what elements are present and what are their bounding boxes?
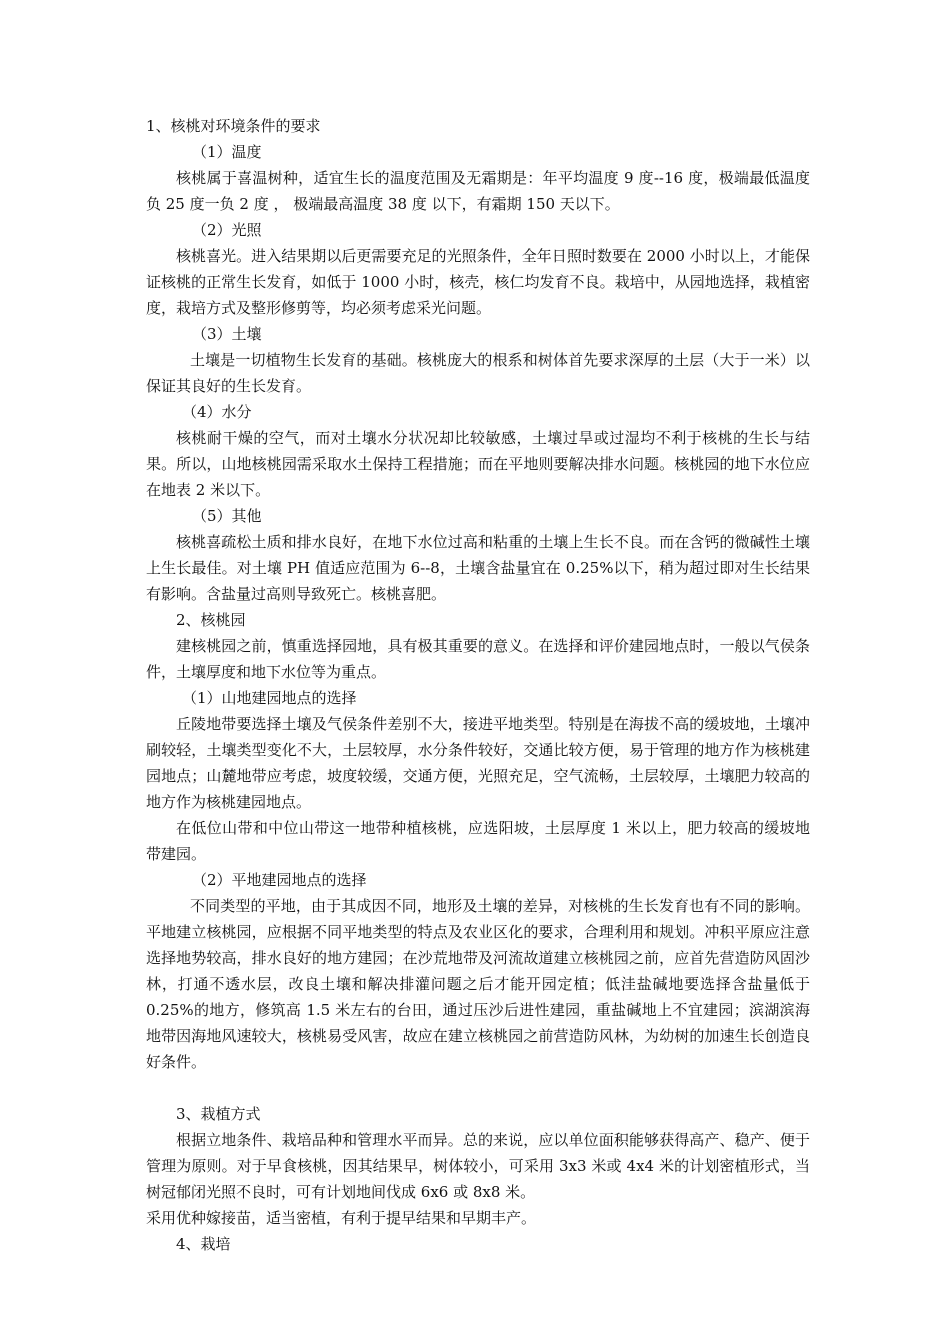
planting-paragraph-1: 根据立地条件、栽培品种和管理水平而异。总的来说，应以单位面积能够获得高产、稳产、便于管理为原则。对于早食核桃，因其结果早，树体较小，可采用 3x3 米或 4x4 米的计划密植形式，当树冠郁闭光照不良时，可有计划地间伐成 6x6 或 8x8 米。 [146,1131,810,1201]
other-paragraph: 核桃喜疏松土质和排水良好，在地下水位过高和粘重的土壤上生长不良。而在含钙的微碱性土壤上生长最佳。对土壤 PH 值适应范围为 6--8，土壤含盐量宜在 0.25%以下，稍为超过即对生长结果有影响。含盐量过高则导致死亡。核桃喜肥。 [146,533,810,603]
mountain-site-paragraph-1: 丘陵地带要选择土壤及气侯条件差别不大，接进平地类型。特别是在海拔不高的缓坡地，土壤冲刷较轻，土壤类型变化不大，土层较厚，水分条件较好，交通比较方便，易于管理的地方作为核桃建园地点；山麓地带应考虑，坡度较缓，交通方便，光照充足，空气流畅，土层较厚，土壤肥力较高的地方作为核桃建园地点。 [146,715,810,811]
section-1-title: 1、核桃对环境条件的要求 [146,117,321,135]
section-4-title: 4、栽培 [176,1235,231,1253]
section-2-title: 2、核桃园 [176,611,246,629]
mountain-site-paragraph-2: 在低位山带和中位山带这一地带种植核桃，应选阳坡，土层厚度 1 米以上，肥力较高的缓坡地带建园。 [146,819,810,863]
light-paragraph: 核桃喜光。进入结果期以后更需要充足的光照条件，全年日照时数要在 2000 小时以上，才能保证核桃的正常生长发育，如低于 1000 小时，核壳，核仁均发育不良。栽培中，从园地选择，栽植密度，栽培方式及整形修剪等，均必须考虑采光问题。 [146,247,810,317]
subsection-water-title: （4）水分 [182,403,252,421]
temperature-paragraph: 核桃属于喜温树种，适宜生长的温度范围及无霜期是：年平均温度 9 度--16 度，极端最低温度负 25 度一负 2 度 ， 极端最高温度 38 度 以下，有霜期 150 天以下。 [146,169,810,213]
plain-site-paragraph: 不同类型的平地，由于其成因不同，地形及土壤的差异，对核桃的生长发育也有不同的影响。平地建立核桃园，应根据不同平地类型的特点及农业区化的要求，合理利用和规划。冲积平原应注意选择地势较高，排水良好的地方建园；在沙荒地带及河流故道建立核桃园之前，应首先营造防风固沙林，打通不透水层，改良土壤和解决排灌问题之后才能开园定植；低洼盐碱地要选择含盐量低于 0.25%的地方，修筑高 1.5 米左右的台田，通过压沙后进性建园，重盐碱地上不宜建园；滨湖滨海地带因海地风速较大，核桃易受风害，故应在建立核桃园之前营造防风林，为幼树的加速生长创造良好条件。 [146,897,810,1071]
subsection-temperature-title: （1）温度 [192,143,262,161]
orchard-intro-paragraph: 建核桃园之前，慎重选择园地，具有极其重要的意义。在选择和评价建园地点时，一般以气侯条件，土壤厚度和地下水位等为重点。 [146,637,810,681]
subsection-other-title: （5）其他 [192,507,262,525]
blank-line [146,1075,810,1101]
subsection-soil-title: （3）土壤 [192,325,262,343]
section-3-title: 3、栽植方式 [176,1105,261,1123]
water-paragraph: 核桃耐干燥的空气，而对土壤水分状况却比较敏感，土壤过旱或过湿均不利于核桃的生长与结果。所以，山地核桃园需采取水土保持工程措施；而在平地则要解决排水问题。核桃园的地下水位应在地表 2 米以下。 [146,429,810,499]
soil-paragraph: 土壤是一切植物生长发育的基础。核桃庞大的根系和树体首先要求深厚的土层（大于一米）以保证其良好的生长发育。 [146,351,810,395]
planting-paragraph-2: 采用优种嫁接苗，适当密植，有利于提早结果和早期丰产。 [146,1209,537,1227]
subsection-plain-site-title: （2）平地建园地点的选择 [192,871,367,889]
subsection-mountain-site-title: （1）山地建园地点的选择 [182,689,357,707]
document-page [146,113,810,1257]
subsection-light-title: （2）光照 [192,221,262,239]
